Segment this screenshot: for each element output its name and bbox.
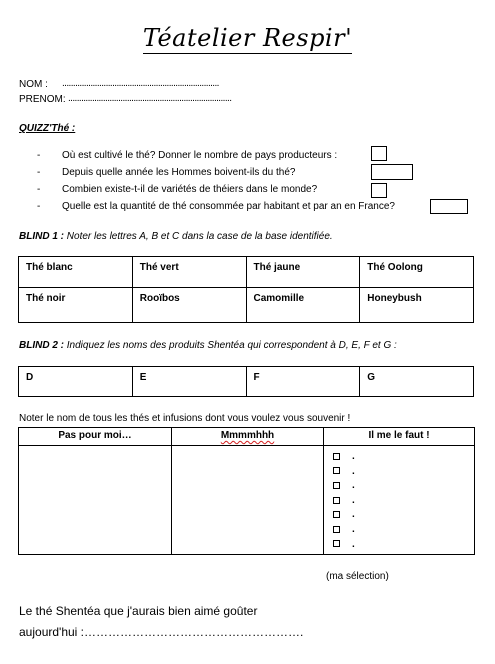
answer-box-4[interactable]	[430, 199, 468, 214]
table-row	[19, 446, 475, 555]
answer-box-1[interactable]	[371, 146, 387, 161]
table-cell[interactable]: E	[132, 367, 246, 397]
bullet-text: .	[352, 494, 355, 506]
nom-field[interactable]: ........................................................................	[62, 78, 219, 89]
table-cell[interactable]: F	[246, 367, 360, 397]
bullet-text: .	[352, 523, 355, 535]
bullet-text: .	[352, 480, 355, 492]
dash: -	[37, 201, 41, 212]
memory-table	[18, 427, 475, 555]
bullet-text: .	[352, 538, 355, 550]
table-cell[interactable]: D	[19, 367, 133, 397]
nom-label: NOM :	[19, 79, 48, 90]
checkbox-icon	[333, 453, 340, 460]
question-text: Quelle est la quantité de thé consommée par habitant et par an en France?	[62, 201, 395, 212]
blind2-instruction: Indiquez les noms des produits Shentéa qui correspondent à D, E, F et G :	[66, 340, 397, 351]
bullet-list	[333, 450, 474, 552]
table-row	[19, 257, 474, 288]
column-header: Il me le faut !	[324, 428, 475, 446]
bullet-text: .	[352, 465, 355, 477]
page-title	[0, 24, 495, 52]
bullet-item[interactable]	[333, 538, 474, 553]
question-text: Depuis quelle année les Hommes boivent-ils du thé?	[62, 167, 296, 178]
page-title-text: Téatelier Respir'	[142, 24, 353, 52]
checkbox-icon	[333, 467, 340, 474]
memory-intro: Noter le nom de tous les thés et infusions dont vous voulez vous souvenir !	[19, 413, 351, 424]
bullet-text: .	[352, 451, 355, 462]
blind1-table	[18, 256, 474, 323]
prenom-field[interactable]: ...........................................................................	[68, 93, 232, 104]
table-cell[interactable]: Thé blanc	[19, 257, 133, 288]
column-header	[172, 428, 324, 446]
dash: -	[37, 150, 41, 161]
bullet-item[interactable]	[333, 479, 474, 494]
table-header-row	[19, 428, 475, 446]
prenom-label: PRENOM:	[19, 94, 66, 105]
answer-box-3[interactable]	[371, 183, 387, 198]
blind2-table	[18, 366, 474, 397]
bullet-text: .	[352, 509, 355, 521]
column-header: Pas pour moi…	[19, 428, 172, 446]
bullet-item[interactable]	[333, 450, 474, 465]
table-cell[interactable]: Honeybush	[360, 288, 474, 323]
table-cell[interactable]: Rooïbos	[132, 288, 246, 323]
blind1-label: BLIND 1 :	[19, 231, 64, 242]
favourite-tea-field[interactable]: ……………………………………………….	[84, 625, 304, 639]
blind1-instruction: Noter les lettres A, B et C dans la case de la base identifiée.	[66, 231, 333, 242]
list-cell[interactable]	[172, 446, 324, 555]
bullet-item[interactable]	[333, 465, 474, 480]
list-cell[interactable]	[324, 446, 475, 555]
table-cell[interactable]: Thé noir	[19, 288, 133, 323]
footer-line-2-label: aujourd'hui :	[19, 625, 85, 639]
checkbox-icon	[333, 511, 340, 518]
checkbox-icon	[333, 540, 340, 547]
checkbox-icon	[333, 482, 340, 489]
checkbox-icon	[333, 526, 340, 533]
list-cell[interactable]	[19, 446, 172, 555]
table-cell[interactable]: Thé jaune	[246, 257, 360, 288]
selection-note: (ma sélection)	[326, 571, 389, 582]
table-cell[interactable]: Thé Oolong	[360, 257, 474, 288]
answer-box-2[interactable]	[371, 164, 413, 180]
blind1-heading	[19, 231, 333, 242]
checkbox-icon	[333, 497, 340, 504]
table-row	[19, 367, 474, 397]
footer-line-2	[19, 625, 303, 639]
question-text: Combien existe-t-il de variétés de théiers dans le monde?	[62, 184, 318, 195]
blind2-label: BLIND 2 :	[19, 340, 64, 351]
column-header-text: Mmmmhhh	[220, 430, 275, 441]
bullet-item[interactable]	[333, 494, 474, 509]
bullet-item[interactable]	[333, 523, 474, 538]
table-cell[interactable]: Thé vert	[132, 257, 246, 288]
quiz-title: QUIZZ'Thé :	[19, 123, 76, 134]
table-row	[19, 288, 474, 323]
table-cell[interactable]: Camomille	[246, 288, 360, 323]
question-text: Où est cultivé le thé? Donner le nombre de pays producteurs :	[62, 150, 338, 161]
dash: -	[37, 167, 41, 178]
footer-line-1: Le thé Shentéa que j'aurais bien aimé goûter	[19, 604, 258, 618]
dash: -	[37, 184, 41, 195]
table-cell[interactable]: G	[360, 367, 474, 397]
blind2-heading	[19, 340, 397, 351]
bullet-item[interactable]	[333, 508, 474, 523]
